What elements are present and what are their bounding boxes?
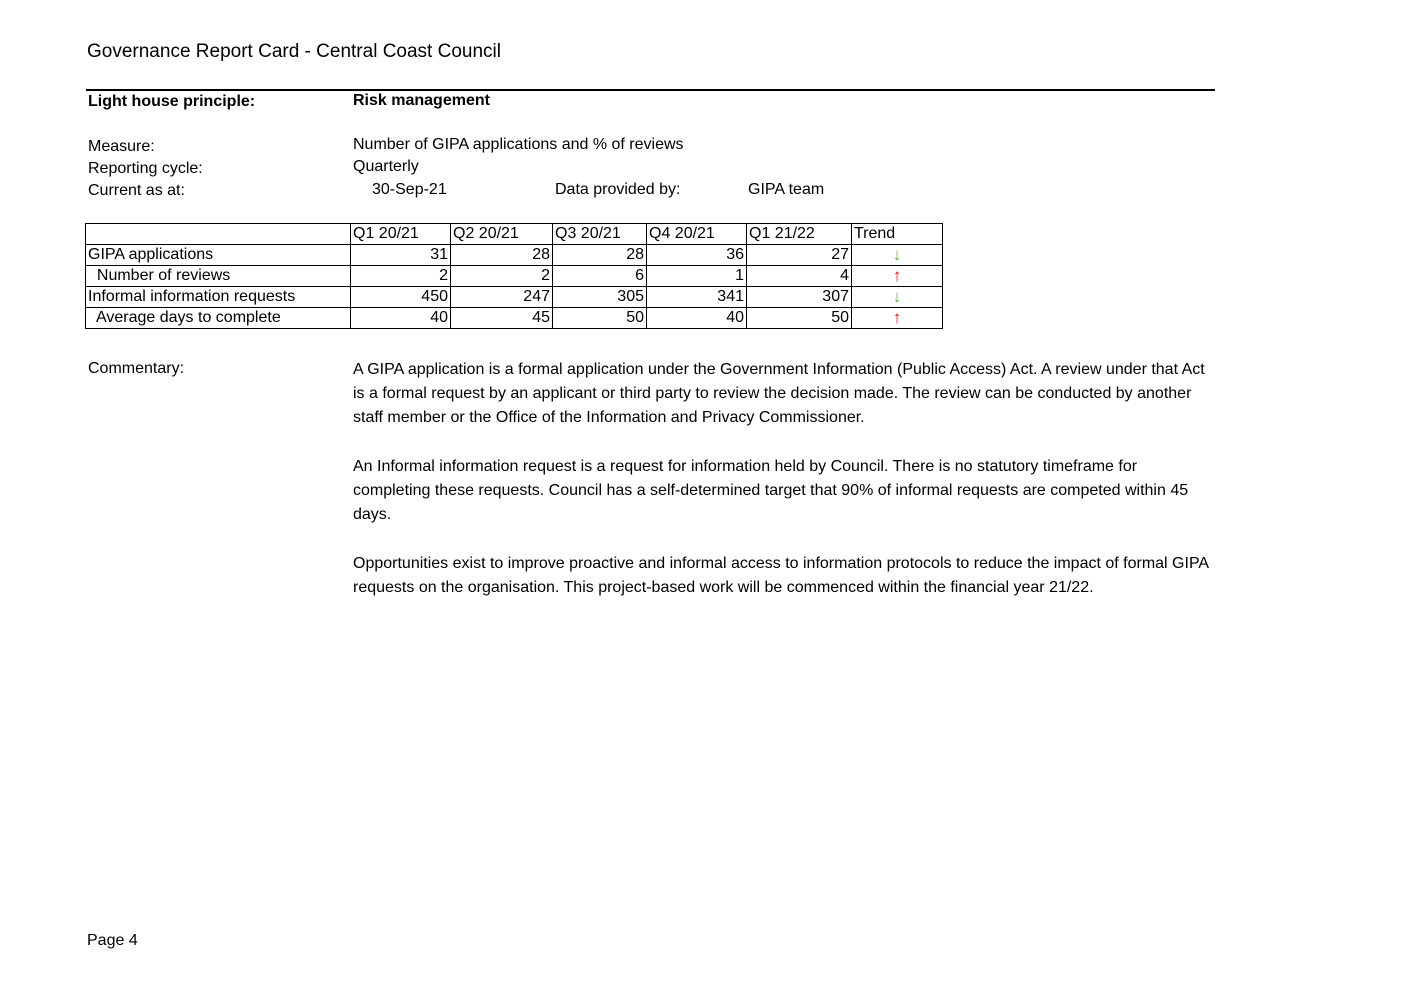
table-row — [86, 308, 943, 329]
row-label: Informal information requests — [86, 287, 351, 308]
table-cell: 2 — [351, 266, 451, 287]
trend-down-arrow-icon: ↓ — [852, 287, 943, 308]
table-row — [86, 245, 943, 266]
table-cell: 28 — [553, 245, 647, 266]
table-cell: 2 — [451, 266, 553, 287]
commentary-label: Commentary: — [88, 360, 185, 377]
principle-label: Light house principle: — [88, 93, 256, 110]
reporting-cycle-label: Reporting cycle: — [88, 160, 203, 177]
table-cell: 307 — [747, 287, 852, 308]
measure-label: Measure: — [88, 138, 155, 155]
current-as-at-label: Current as at: — [88, 182, 185, 199]
table-header-cell: Trend — [852, 224, 943, 245]
table-cell: 247 — [451, 287, 553, 308]
table-header-cell — [86, 224, 351, 245]
table-cell: 341 — [647, 287, 747, 308]
principle-value: Risk management — [353, 92, 490, 109]
trend-up-arrow-icon: ↑ — [852, 308, 943, 329]
table-cell: 27 — [747, 245, 852, 266]
commentary-paragraph: Opportunities exist to improve proactive and informal access to information protocols to reduce the impact of formal GIPA requests on the organisation. This project-based work will be commenced within the financial year 21/22. — [353, 555, 1209, 596]
title-divider — [86, 89, 1215, 91]
table-row — [86, 287, 943, 308]
table-cell: 40 — [351, 308, 451, 329]
table-cell: 45 — [451, 308, 553, 329]
row-label: GIPA applications — [86, 245, 351, 266]
reporting-cycle-value: Quarterly — [353, 158, 419, 175]
trend-down-arrow-icon: ↓ — [852, 245, 943, 266]
table-header-row — [86, 224, 943, 245]
table-cell: 450 — [351, 287, 451, 308]
table-cell: 4 — [747, 266, 852, 287]
measure-value: Number of GIPA applications and % of reviews — [353, 136, 684, 153]
row-label: Number of reviews — [86, 266, 351, 287]
table-row — [86, 266, 943, 287]
table-header-cell: Q1 20/21 — [351, 224, 451, 245]
commentary-paragraph: An Informal information request is a request for information held by Council. There is no statutory timeframe for completing these requests. Council has a self-determined target that 90% of informal requests are competed within 45 days. — [353, 458, 1189, 523]
table-cell: 305 — [553, 287, 647, 308]
table-header-cell: Q2 20/21 — [451, 224, 553, 245]
table-cell: 50 — [747, 308, 852, 329]
table-cell: 36 — [647, 245, 747, 266]
row-label: Average days to complete — [86, 308, 351, 329]
table-header-cell: Q4 20/21 — [647, 224, 747, 245]
data-provided-by-value: GIPA team — [748, 181, 825, 198]
current-as-at-value: 30-Sep-21 — [372, 181, 447, 198]
table-cell: 1 — [647, 266, 747, 287]
gipa-data-table — [85, 223, 943, 329]
data-provided-by-label: Data provided by: — [555, 181, 681, 198]
table-cell: 40 — [647, 308, 747, 329]
table-cell: 28 — [451, 245, 553, 266]
table-cell: 50 — [553, 308, 647, 329]
table-header-cell: Q3 20/21 — [553, 224, 647, 245]
table-cell: 6 — [553, 266, 647, 287]
table-header-cell: Q1 21/22 — [747, 224, 852, 245]
table-cell: 31 — [351, 245, 451, 266]
trend-up-arrow-icon: ↑ — [852, 266, 943, 287]
page-title: Governance Report Card - Central Coast Council — [87, 41, 501, 62]
commentary-paragraph: A GIPA application is a formal application under the Government Information (Public Access) Act. A review under that Act is a formal request by an applicant or third party to review the decision made. The review can be conducted by another staff member or the Office of the Information and Privacy Commissioner. — [353, 361, 1205, 426]
page-number: Page 4 — [87, 932, 138, 949]
